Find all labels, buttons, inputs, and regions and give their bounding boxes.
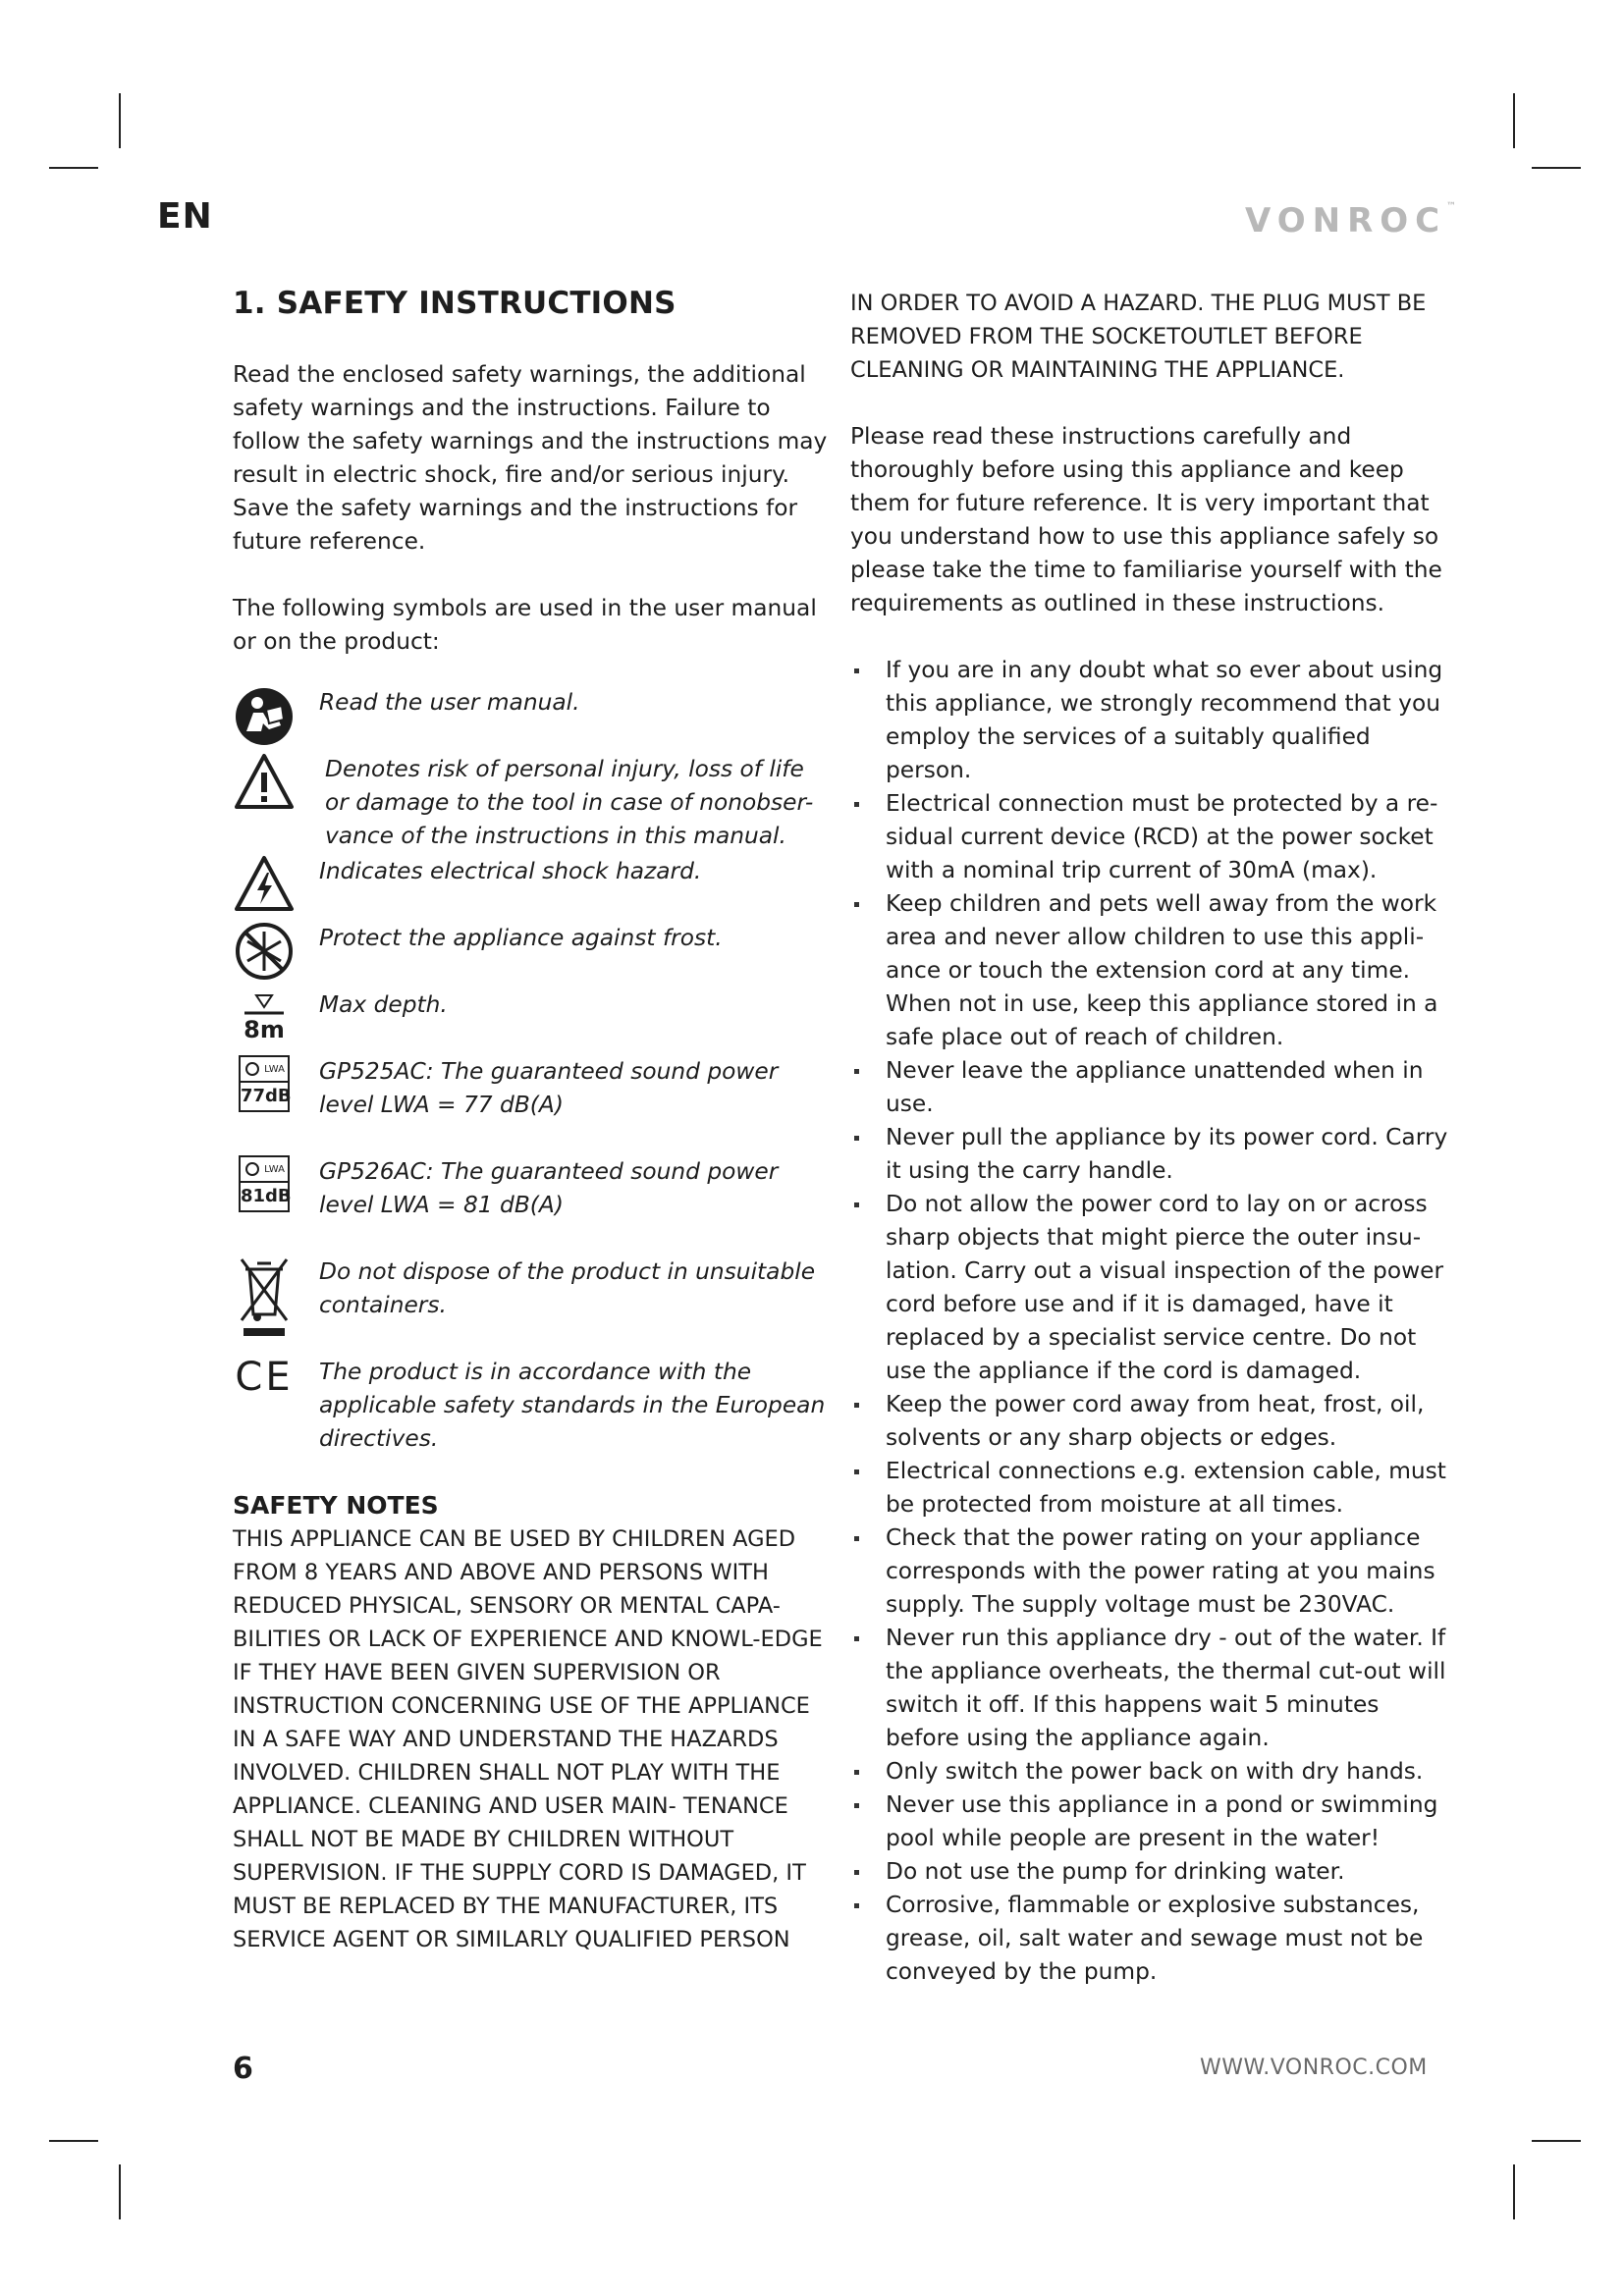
- frost-icon: [233, 922, 296, 981]
- sound-power-81-icon: LWA 81dB: [233, 1155, 296, 1214]
- sound-badge-label: 77dB: [241, 1086, 292, 1106]
- crop-mark: [49, 2140, 98, 2142]
- list-item: Keep children and pets well away from the work area and never allow children to use this appli-ance or touch the extension cord at any time. When not in use, keep this appliance stored in a safe place out of reach of children.: [850, 887, 1459, 1054]
- symbol-text: GP526AC: The guaranteed sound power level LWA = 81 dB(A): [319, 1158, 779, 1218]
- crop-mark: [1532, 167, 1581, 169]
- symbol-text: Read the user manual.: [319, 689, 580, 716]
- list-item: Do not use the pump for drinking water.: [850, 1855, 1459, 1889]
- weee-bin-icon: [233, 1255, 296, 1342]
- page-number: 6: [233, 2052, 253, 2086]
- ce-mark-icon: [233, 1356, 296, 1415]
- crop-mark: [1532, 2140, 1581, 2142]
- language-code: EN: [157, 196, 213, 237]
- crop-mark: [1513, 2164, 1515, 2219]
- list-item: Electrical connection must be protected by a re-sidual current device (RCD) at the power socket with a nominal trip current of 30mA (max).: [850, 787, 1459, 887]
- list-item: If you are in any doubt what so ever about using this appliance, we strongly recommend that you employ the services of a suitably qualified person.: [850, 654, 1459, 787]
- symbol-row: [233, 855, 832, 922]
- list-item: Only switch the power back on with dry hands.: [850, 1755, 1459, 1789]
- symbol-text: Do not dispose of the product in unsuitable containers.: [319, 1258, 816, 1318]
- read-manual-icon: [233, 686, 296, 745]
- list-item: Do not allow the power cord to lay on or across sharp objects that might pierce the outer insu-lation. Carry out a visual inspection of the power cord before use and if it is damaged, have it replaced by a specialist service centre. Do not use the appliance if the cord is damaged.: [850, 1188, 1459, 1388]
- safety-notes-text: THIS APPLIANCE CAN BE USED BY CHILDREN AGED FROM 8 YEARS AND ABOVE AND PERSONS WITH REDUCED PHYSICAL, SENSORY OR MENTAL CAPA-BILITIES OR LACK OF EXPERIENCE AND KNOWL-EDGE IF THEY HAVE BEEN GIVEN SUPERVISION OR INSTRUCTION CONCERNING USE OF THE APPLIANCE IN A SAFE WAY AND UNDERSTAND THE HAZARDS INVOLVED. CHILDREN SHALL NOT PLAY WITH THE APPLIANCE. CLEANING AND USER MAIN- TENANCE SHALL NOT BE MADE BY CHILDREN WITHOUT SUPERVISION. IF THE SUPPLY CORD IS DAMAGED, IT MUST BE REPLACED BY THE MANUFACTURER, ITS SERVICE AGENT OR SIMILARLY QUALIFIED PERSON: [233, 1526, 823, 1952]
- list-item: Electrical connections e.g. extension cable, must be protected from moisture at all times.: [850, 1455, 1459, 1522]
- sound-badge-label: 81dB: [241, 1186, 292, 1206]
- max-depth-label: 8m: [244, 1016, 285, 1043]
- read-carefully-paragraph: Please read these instructions carefully and thoroughly before using this appliance and keep them for future reference. It is very important that you understand how to use this appliance safely so please take the time to familiarise yourself with the requirements as outlined in these instructions.: [850, 423, 1442, 616]
- symbol-row: [233, 686, 832, 753]
- symbol-text: Protect the appliance against frost.: [319, 925, 723, 951]
- symbol-row: [233, 1356, 832, 1489]
- right-column: [850, 287, 1459, 1989]
- list-item: Never pull the appliance by its power cord. Carry it using the carry handle.: [850, 1121, 1459, 1188]
- list-item: Never leave the appliance unattended when in use.: [850, 1054, 1459, 1121]
- crop-mark: [49, 167, 98, 169]
- symbol-row: [233, 922, 832, 988]
- list-item: Never use this appliance in a pond or swimming pool while people are present in the water!: [850, 1789, 1459, 1855]
- symbol-text: Max depth.: [319, 991, 448, 1018]
- section-title: 1. SAFETY INSTRUCTIONS: [233, 286, 677, 321]
- symbol-text: The product is in accordance with the applicable safety standards in the European directives.: [319, 1359, 826, 1452]
- intro-paragraph: Read the enclosed safety warnings, the additional safety warnings and the instructions. Failure to follow the safety warnings and the instructions may result in electric shock, fire and/or serious injury. Save the safety warnings and the instructions for future reference.: [233, 361, 828, 555]
- symbol-row: [233, 988, 832, 1055]
- safety-notes-continued: IN ORDER TO AVOID A HAZARD. THE PLUG MUST BE REMOVED FROM THE SOCKETOUTLET BEFORE CLEANING OR MAINTAINING THE APPLIANCE.: [850, 291, 1427, 383]
- symbol-text: Indicates electrical shock hazard.: [319, 858, 702, 884]
- warning-icon: [233, 753, 296, 812]
- symbol-row: [233, 1155, 832, 1255]
- ce-mark-label: CE: [235, 1355, 294, 1400]
- sound-power-77-icon: LWA 77dB: [233, 1055, 296, 1114]
- symbol-text: Denotes risk of personal injury, loss of life or damage to the tool in case of nonobser-vance of the instructions in this manual.: [325, 756, 814, 849]
- max-depth-icon: [233, 988, 296, 1047]
- symbol-row: [233, 1055, 832, 1155]
- list-item: Keep the power cord away from heat, frost, oil, solvents or any sharp objects or edges.: [850, 1388, 1459, 1455]
- left-column: [233, 280, 832, 1956]
- safety-bullet-list: [850, 654, 1459, 1989]
- list-item: Corrosive, flammable or explosive substances, grease, oil, salt water and sewage must not be conveyed by the pump.: [850, 1889, 1459, 1989]
- symbols-intro: The following symbols are used in the user manual or on the product:: [233, 595, 817, 655]
- crop-mark: [119, 2164, 121, 2219]
- list-item: Never run this appliance dry - out of the water. If the appliance overheats, the thermal cut-out will switch it off. If this happens wait 5 minutes before using the appliance again.: [850, 1622, 1459, 1755]
- symbol-row: [233, 753, 832, 855]
- electric-shock-icon: [233, 855, 296, 914]
- brand-logo: VONROC™: [1245, 201, 1457, 240]
- crop-mark: [119, 93, 121, 148]
- symbol-text: GP525AC: The guaranteed sound power level LWA = 77 dB(A): [319, 1058, 779, 1118]
- footer-url: WWW.VONROC.COM: [1200, 2056, 1428, 2080]
- list-item: Check that the power rating on your appliance corresponds with the power rating at you mains supply. The supply voltage must be 230VAC.: [850, 1522, 1459, 1622]
- safety-notes-title: SAFETY NOTES: [233, 1491, 439, 1520]
- symbol-row: [233, 1255, 832, 1356]
- crop-mark: [1513, 93, 1515, 148]
